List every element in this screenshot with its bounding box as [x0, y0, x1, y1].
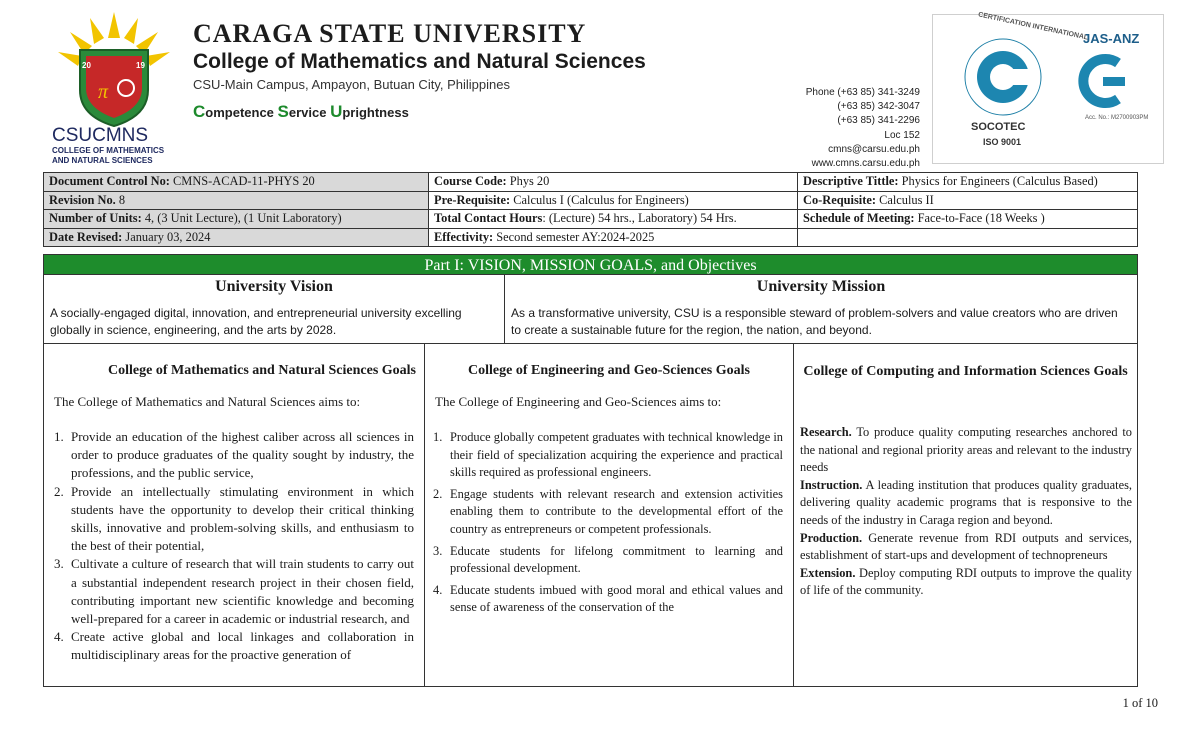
list-item: 3. Educate students for lifelong commitment to learning and professional development. — [433, 543, 783, 576]
motto: Competence Service Uprightness — [193, 102, 409, 121]
campus-address: CSU-Main Campus, Ampayon, Butuan City, Philippines — [193, 77, 510, 92]
cegs-goals-list — [425, 429, 793, 617]
empty-cell — [798, 228, 1138, 247]
page-number: 1 of 10 — [1122, 696, 1158, 710]
list-item: 2. Provide an intellectually stimulating environment in which students have the opportunity to develop their critical thinking skills, innovative and problem-solving skills, and enthusiasm to the best of their potential, — [54, 483, 414, 554]
list-item: 4. Educate students imbued with good moral and ethical values and sense of awareness of the conservation of the — [433, 582, 783, 615]
logo-wordmark: CSUCMNS — [52, 125, 149, 146]
list-item: Instruction. A leading institution that produces quality graduates, delivering quality academic programs that is responsive to the needs of the industry in Caraga region and beyond. — [800, 477, 1132, 527]
prerequisite-cell: Pre-Requisite: Calculus I (Calculus for Engineers) — [429, 191, 798, 210]
table-row — [44, 173, 1138, 192]
cmns-goals-heading: College of Mathematics and Natural Sciences Goals — [108, 363, 416, 378]
list-item: 3. Cultivate a culture of research that will train students to carry out a substantial independent research project in their chosen field, contributing important new scientific knowledge and becoming well-prepared for a career in academic or industrial research, and — [54, 556, 414, 627]
descriptive-title-cell: Descriptive Tittle: Physics for Engineers (Calculus Based) — [798, 173, 1138, 192]
doc-control-cell: Document Control No: CMNS-ACAD-11-PHYS 20 — [44, 173, 429, 192]
effectivity-cell: Effectivity: Second semester AY:2024-2025 — [429, 228, 798, 247]
svg-text:π: π — [98, 81, 109, 103]
mission-text: As a transformative university, CSU is a responsible steward of problem-solvers and value creators who are driven to create a sustainable future for the region, the nation, and beyond. — [511, 306, 1118, 337]
letterhead — [193, 20, 763, 122]
cmns-goals-list — [44, 428, 424, 665]
list-item: Extension. Deploy computing RDI outputs to improve the quality of life of the community. — [800, 565, 1132, 598]
contact-block: Phone (+63 85) 341-3249 (+63 85) 342-3047 (+63 85) 341-2296 Loc 152 cmns@carsu.edu.ph www.cmns.carsu.edu.ph — [760, 86, 920, 171]
cmns-goals-column — [44, 344, 425, 686]
cegs-goals-intro: The College of Engineering and Geo-Sciences aims to: — [435, 394, 722, 409]
part-title-bar: Part I: VISION, MISSION GOALS, and Objectives — [43, 254, 1138, 275]
cegs-goals-heading: College of Engineering and Geo-Sciences Goals — [468, 363, 750, 378]
table-row — [44, 191, 1138, 210]
cmns-goals-intro: The College of Mathematics and Natural Sciences aims to: — [54, 394, 361, 409]
contact-phone: Phone (+63 85) 341-3249 — [805, 87, 920, 98]
contact-email: cmns@carsu.edu.ph — [828, 143, 920, 155]
revision-cell: Revision No. 8 — [44, 191, 429, 210]
ccis-goals-heading: College of Computing and Information Sciences Goals — [803, 364, 1128, 379]
list-item: Production. Generate revenue from RDI outputs and services, establishment of start-ups and development of technopreneurs — [800, 530, 1132, 563]
ccis-goals-list — [794, 424, 1137, 600]
date-revised-cell: Date Revised: January 03, 2024 — [44, 228, 429, 247]
college-logo — [50, 8, 178, 166]
college-name: College of Mathematics and Natural Sciences — [193, 50, 646, 73]
vision-heading: University Vision — [215, 278, 333, 295]
contact-website: www.cmns.carsu.edu.ph — [811, 158, 920, 170]
svg-text:COLLEGE OF MATHEMATICS: COLLEGE OF MATHEMATICS — [52, 146, 165, 155]
college-goals-section — [43, 344, 1138, 687]
cegs-goals-column — [425, 344, 794, 686]
ccis-goals-column — [794, 344, 1137, 686]
schedule-cell: Schedule of Meeting: Face-to-Face (18 Weeks ) — [798, 210, 1138, 229]
mission-column — [505, 275, 1137, 343]
course-info-table — [43, 172, 1138, 247]
svg-text:20: 20 — [82, 61, 91, 70]
vision-column — [44, 275, 505, 343]
list-item: Research. To produce quality computing researches anchored to the national and regional priority areas and relevant to the industry needs — [800, 425, 1132, 475]
university-name: CARAGA STATE UNIVERSITY — [193, 19, 587, 48]
list-item: 4. Create active global and local linkages and collaboration in multidisciplinary areas for the proactive generation of — [54, 629, 414, 663]
vision-text: A socially-engaged digital, innovation, and entrepreneurial university excelling globally in science, engineering, and the arts by 2028. — [50, 306, 462, 337]
mission-heading: University Mission — [756, 278, 886, 295]
list-item: 1. Produce globally competent graduates with technical knowledge in their field of specialization acquiring the experience and practical skills required as professional engineers. — [433, 430, 783, 480]
list-item: 1. Provide an education of the highest caliber across all sciences in order to produce graduates of the quality sought by industry, the professions, and the public service, — [54, 429, 414, 481]
svg-text:AND NATURAL SCIENCES: AND NATURAL SCIENCES — [52, 156, 153, 165]
list-item: 2. Engage students with relevant research and extension activities enabling them to contribute to the developmental effort of the country as entrepreneurs or competent professionals. — [433, 486, 783, 536]
svg-text:19: 19 — [136, 61, 145, 70]
certification-badge: CERTIFICATION INTERNATIONAL SOCOTEC ISO 9001 JAS-ANZ Acc. No.: M2700903PM — [932, 14, 1164, 164]
units-cell: Number of Units: 4, (3 Unit Lecture), (1 Unit Laboratory) — [44, 210, 429, 229]
course-code-cell: Course Code: Phys 20 — [429, 173, 798, 192]
table-row — [44, 228, 1138, 247]
table-row — [44, 210, 1138, 229]
corequisite-cell: Co-Requisite: Calculus II — [798, 191, 1138, 210]
contact-hours-cell: Total Contact Hours: (Lecture) 54 hrs., Laboratory) 54 Hrs. — [429, 210, 798, 229]
vision-mission-section — [43, 275, 1138, 344]
